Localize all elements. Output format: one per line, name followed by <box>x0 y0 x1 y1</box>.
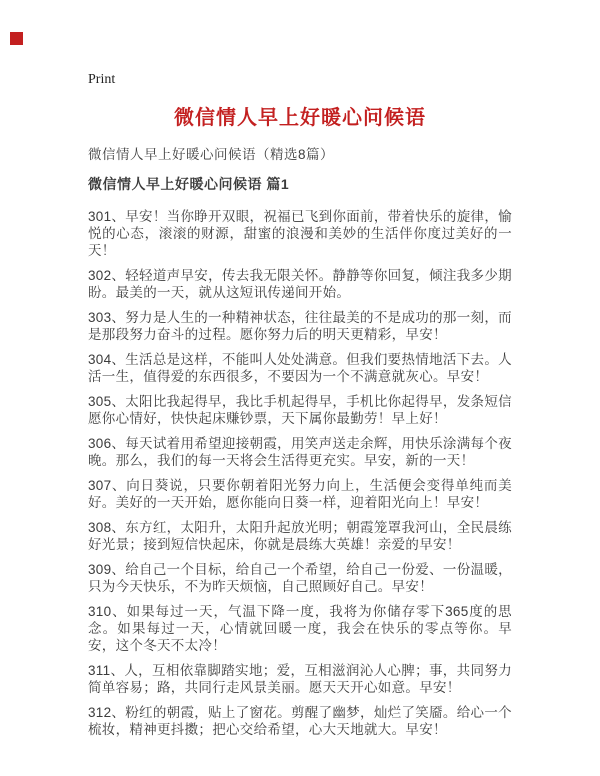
greeting-number: 305、 <box>88 394 126 409</box>
greeting-item <box>88 662 512 696</box>
greeting-number: 306、 <box>88 436 126 451</box>
greeting-number: 309、 <box>88 562 126 577</box>
greeting-item <box>88 603 512 654</box>
greeting-text: 生活总是这样，不能叫人处处满意。但我们要热情地活下去。人活一生，值得爱的东西很多，不要因为一个不满意就灰心。早安！ <box>88 352 512 384</box>
greeting-item <box>88 704 512 738</box>
greeting-item <box>88 561 512 595</box>
greeting-number: 304、 <box>88 352 126 367</box>
greeting-item <box>88 351 512 385</box>
greeting-text: 太阳比我起得早，我比手机起得早，手机比你起得早，发条短信愿你心情好，快快起床赚钞票，天下属你最勤劳！早上好！ <box>88 394 512 426</box>
print-button[interactable]: Print <box>88 72 116 87</box>
greeting-text: 努力是人生的一种精神状态，往往最美的不是成功的那一刻，而是那段努力奋斗的过程。愿你努力后的明天更精彩，早安！ <box>88 310 512 342</box>
greetings-list <box>88 208 512 738</box>
greeting-number: 312、 <box>88 705 126 720</box>
greeting-item <box>88 267 512 301</box>
page-title: 微信情人早上好暖心问候语 <box>174 107 426 129</box>
document-subtitle: 微信情人早上好暖心问候语（精选8篇） <box>88 147 335 162</box>
greeting-text: 东方红，太阳升，太阳升起放光明；朝霞笼罩我河山，全民晨练好光景；接到短信快起床，你就是晨练大英雄！亲爱的早安！ <box>88 520 512 552</box>
greeting-number: 310、 <box>88 604 127 619</box>
greeting-number: 307、 <box>88 478 127 493</box>
greeting-number: 308、 <box>88 520 126 535</box>
greeting-text: 轻轻道声早安，传去我无限关怀。静静等你回复，倾注我多少期盼。最美的一天，就从这短讯传递间开始。 <box>88 268 512 300</box>
greeting-text: 粉红的朝霞，贴上了窗花。剪醒了幽梦，灿烂了笑靥。给心一个梳妆，精神更抖擞；把心交给希望，心大天地就大。早安！ <box>88 705 512 737</box>
greeting-text: 向日葵说，只要你朝着阳光努力向上，生活便会变得单纯而美好。美好的一天开始，愿你能向日葵一样，迎着阳光向上！早安！ <box>88 478 512 510</box>
greeting-item <box>88 435 512 469</box>
section-heading: 微信情人早上好暖心问候语 篇1 <box>88 176 290 192</box>
greeting-item <box>88 393 512 427</box>
greeting-item <box>88 208 512 259</box>
greeting-number: 311、 <box>88 663 125 678</box>
red-marker-icon <box>10 32 23 45</box>
greeting-number: 303、 <box>88 310 126 325</box>
greeting-item <box>88 519 512 553</box>
greeting-number: 301、 <box>88 209 126 224</box>
greeting-number: 302、 <box>88 268 126 283</box>
greeting-text: 每天试着用希望迎接朝霞，用笑声送走余辉，用快乐涂满每个夜晚。那么，我们的每一天将会生活得更充实。早安，新的一天！ <box>88 436 512 468</box>
greeting-text: 早安！当你睁开双眼，祝福已飞到你面前，带着快乐的旋律，愉悦的心态，滚滚的财源，甜蜜的浪漫和美妙的生活伴你度过美好的一天！ <box>88 209 512 258</box>
greeting-item <box>88 309 512 343</box>
greeting-text: 给自己一个目标，给自己一个希望，给自己一份爱、一份温暖，只为今天快乐，不为昨天烦恼，自己照顾好自己。早安！ <box>88 562 512 594</box>
greeting-text: 人，互相依靠脚踏实地；爱，互相滋润沁人心脾；事，共同努力简单容易；路，共同行走风景美丽。愿天天开心如意。早安！ <box>88 663 512 695</box>
greeting-item <box>88 477 512 511</box>
greeting-text: 如果每过一天，气温下降一度，我将为你储存零下365度的思念。如果每过一天，心情就回暖一度，我会在快乐的零点等你。早安，这个冬天不太冷！ <box>88 604 512 653</box>
